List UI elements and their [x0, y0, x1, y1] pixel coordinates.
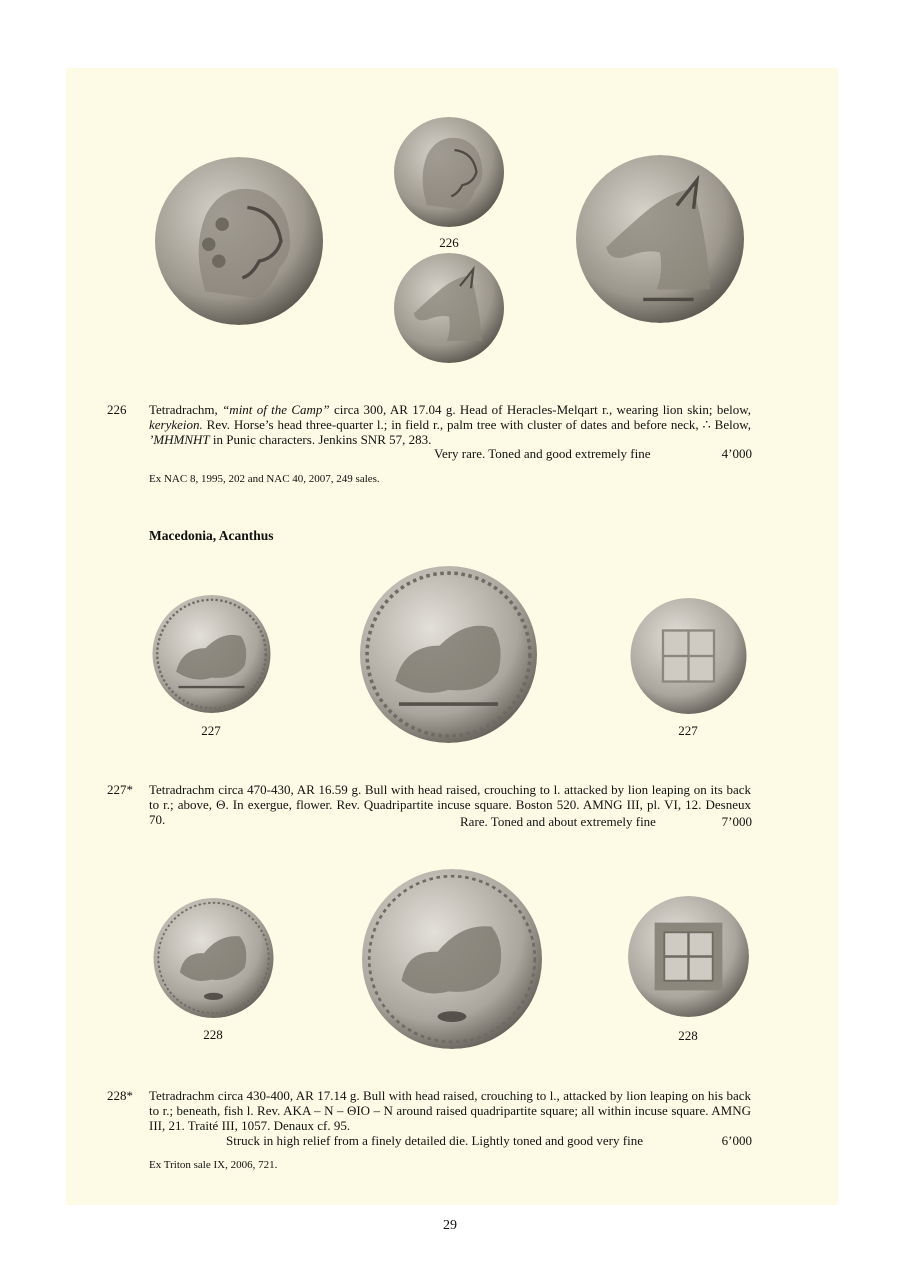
lion-bull-coin-small [151, 595, 272, 713]
desc-part: Tetradrachm, [149, 402, 223, 417]
horse-head-coin-small [391, 253, 507, 363]
section-heading: Macedonia, Acanthus [149, 528, 274, 543]
lot-description [149, 402, 751, 447]
desc-part: in Punic characters. Jenkins SNR 57, 283. [209, 432, 432, 447]
lot-price: 6’000 [721, 1133, 752, 1148]
desc-italic: “mint of the Camp” [222, 402, 330, 417]
lot-price: 7’000 [672, 814, 752, 830]
inscribed-square-icon [628, 896, 749, 1017]
lot-price: 4’000 [721, 446, 752, 461]
horse-head-coin-large [572, 155, 748, 323]
image-label: 227 [678, 723, 698, 738]
lot-provenance: Ex NAC 8, 1995, 202 and NAC 40, 2007, 249 sales. [149, 473, 380, 485]
heracles-head-icon [391, 117, 507, 227]
desc-italic: kerykeion. [149, 417, 203, 432]
page-number: 29 [443, 1218, 457, 1233]
heracles-head-coin-large [151, 157, 327, 325]
desc-italic: ’MHMNHT [149, 432, 210, 447]
image-label: 228 [678, 1028, 698, 1043]
lion-bull-icon [358, 566, 539, 743]
lion-bull-icon [151, 898, 276, 1018]
incuse-square-coin [628, 598, 749, 714]
lot-grade: Struck in high relief from a finely detailed die. Lightly toned and good very fine [226, 1133, 643, 1148]
incuse-square-coin [628, 896, 749, 1017]
image-label: 227 [201, 723, 221, 738]
lot-description: Tetradrachm circa 430-400, AR 17.14 g. Bull with head raised, crouching to l., attacked by lion leaping on his back to r.; beneath, fish l. Rev. AKA – N – ΘIO – N around raised quadripartite square; all within incuse square. AMNG III, 21. Traité III, 1057. Denaux cf. 95. [149, 1088, 751, 1133]
lot-grade: Very rare. Toned and good extremely fine [434, 446, 651, 461]
horse-head-icon [572, 155, 748, 323]
lot-grade: Rare. Toned and about extremely fine [456, 814, 656, 830]
lot-number: 226 [107, 402, 127, 417]
lot-number: 227* [107, 782, 133, 797]
desc-part: Rev. Horse’s head three-quarter l.; in field r., palm tree with cluster of dates and before neck, ∴ Below, [202, 417, 751, 432]
lot-number: 228* [107, 1088, 133, 1103]
quadripartite-square-icon [628, 598, 749, 714]
horse-head-icon [391, 253, 507, 363]
lion-bull-coin-large [358, 566, 539, 743]
lion-bull-coin-large [358, 869, 546, 1049]
heracles-head-coin-small [391, 117, 507, 227]
lion-bull-icon [358, 869, 546, 1049]
desc-part: circa 300, AR 17.04 g. Head of Heracles-Melqart r., wearing lion skin; below, [329, 402, 752, 417]
lot-provenance: Ex Triton sale IX, 2006, 721. [149, 1159, 278, 1171]
image-label: 226 [439, 235, 459, 250]
heracles-head-icon [151, 157, 327, 325]
lot-description: Tetradrachm circa 470-430, AR 16.59 g. Bull with head raised, crouching to l. attacked by lion leaping on its back to r.; above, Θ. In exergue, flower. Rev. Quadripartite incuse square. Boston 520. AMNG III, pl. VI, 12. Desneux 70. [149, 782, 751, 827]
image-label: 228 [203, 1027, 223, 1042]
lion-bull-coin-small [151, 898, 276, 1018]
lion-bull-icon [151, 595, 272, 713]
